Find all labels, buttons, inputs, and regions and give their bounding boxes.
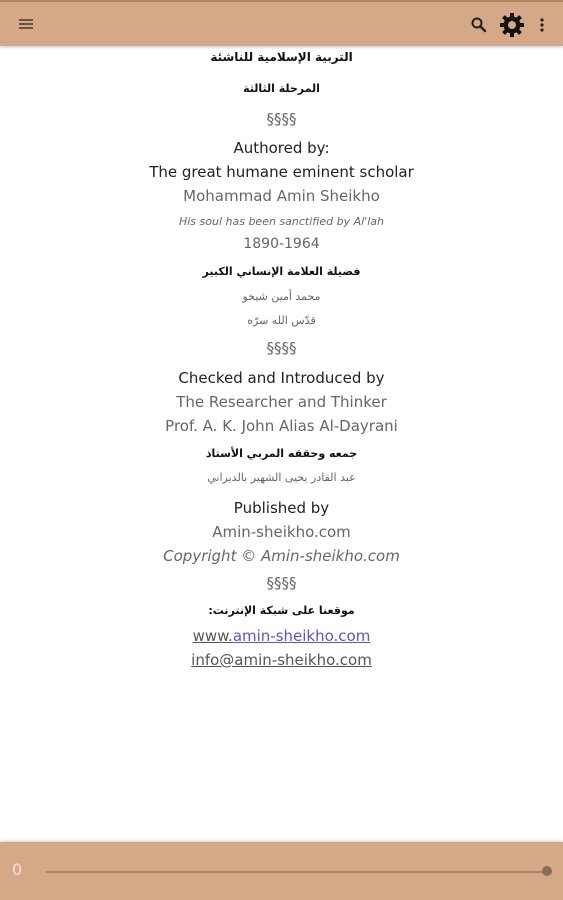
arabic-checked-by: جمعه وحققه المربي الأستاذ	[205, 447, 358, 460]
arabic-book-title: التربية الإسلامية للناشئة	[210, 50, 353, 64]
page-slider-track[interactable]	[46, 871, 552, 873]
copyright: Copyright © Amin-sheikho.com	[163, 547, 400, 565]
website-link-prefix[interactable]: www.	[192, 627, 233, 645]
arabic-site-label: موقعنا على شبكة الإنترنت:	[208, 604, 355, 617]
arabic-author-title: فضيلة العلامة الإنساني الكبير	[202, 265, 361, 278]
website-link[interactable]	[0, 627, 563, 645]
more-vertical-icon[interactable]	[534, 14, 550, 36]
researcher-name: Prof. A. K. John Alias Al-Dayrani	[165, 417, 398, 435]
top-app-bar	[0, 0, 563, 46]
arabic-author-name: محمد أمين شيخو	[242, 290, 321, 303]
author-title: The great humane eminent scholar	[149, 163, 414, 181]
author-years: 1890-1964	[243, 236, 320, 252]
bottom-navigation-bar	[0, 842, 563, 900]
page-slider-thumb[interactable]	[542, 866, 552, 876]
author-blessing: His soul has been sanctified by Al'lah	[178, 215, 385, 228]
email-link[interactable]	[0, 651, 563, 669]
section-divider: §§§§	[266, 339, 297, 357]
book-page[interactable]	[0, 46, 563, 842]
arabic-stage: المرحلة الثالثة	[243, 82, 320, 95]
email-link-text[interactable]: info@amin-sheikho.com	[191, 651, 372, 669]
arabic-blessing: قدّس الله سرّه	[247, 314, 316, 327]
search-icon[interactable]	[468, 14, 490, 36]
section-divider: §§§§	[266, 110, 297, 128]
author-name: Mohammad Amin Sheikho	[183, 187, 380, 205]
authored-by-label: Authored by:	[233, 139, 330, 157]
menu-icon[interactable]	[14, 14, 38, 34]
gear-icon[interactable]	[498, 11, 526, 39]
researcher-title: The Researcher and Thinker	[176, 393, 387, 411]
arabic-researcher-name: عبد القادر يحيى الشهير بالديراني	[207, 471, 356, 484]
page-number: 0	[12, 860, 23, 879]
publisher: Amin-sheikho.com	[212, 523, 351, 541]
website-link-domain[interactable]: amin-sheikho.com	[232, 627, 371, 645]
checked-by-label: Checked and Introduced by	[178, 369, 385, 387]
section-divider: §§§§	[266, 574, 297, 592]
published-by-label: Published by	[233, 499, 330, 517]
